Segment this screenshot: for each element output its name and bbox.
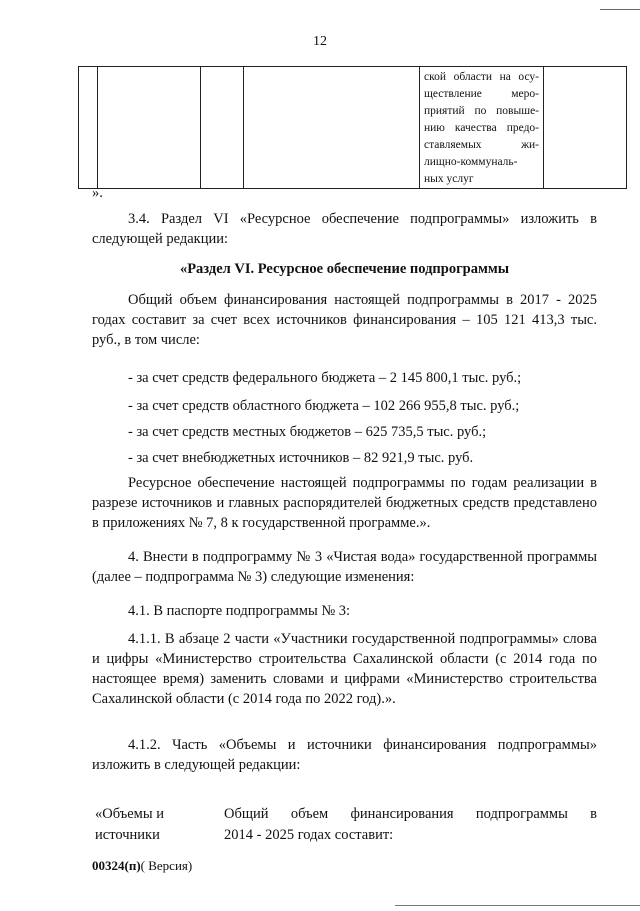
paragraph-4: 4. Внести в подпрограмму № 3 «Чистая вода» государственной программы (далее – подпрограмма № 3) следующие изменения: <box>92 549 597 585</box>
quote-close: ». <box>92 185 103 201</box>
continuation-table <box>78 66 627 189</box>
cell-line: ных услуг <box>424 173 474 185</box>
paragraph-resource-provision: Ресурсное обеспечение настоящей подпрограммы по годам реализации в разрезе источников и главных распорядителей бюджетных средств представлено в приложениях № 7, 8 к государственной программе.». <box>92 475 597 531</box>
passport-label-line: источники <box>95 827 160 843</box>
paragraph-4-1: 4.1. В паспорте подпрограммы № 3: <box>128 603 351 619</box>
paragraph-total-funding: Общий объем финансирования настоящей подпрограммы в 2017 - 2025 годах составит за счет всех источников финансирования – 105 121 413,3 тыс. руб., в том числе: <box>92 292 597 348</box>
bullet-regional: - за счет средств областного бюджета – 102 266 955,8 тыс. руб.; <box>128 398 520 414</box>
paragraph-4-1-2: 4.1.2. Часть «Объемы и источники финансирования подпрограммы» изложить в следующей редакции: <box>92 737 597 773</box>
table-cell-description <box>420 67 544 189</box>
cell-line: нию качества предо- <box>424 122 539 134</box>
table-cell-empty-3 <box>201 67 244 189</box>
table-cell-empty-1 <box>79 67 98 189</box>
scan-edge-line-bottom <box>395 905 640 906</box>
document-code-version: ( Версия) <box>140 858 193 873</box>
bullet-federal: - за счет средств федерального бюджета – 2 145 800,1 тыс. руб.; <box>128 370 522 386</box>
cell-line: ской области на осу- <box>424 71 539 83</box>
passport-label-line: «Объемы и <box>95 806 164 822</box>
cell-line: ществление меро- <box>424 88 539 100</box>
table-row <box>79 67 627 189</box>
table-cell-empty-2 <box>98 67 201 189</box>
passport-value-line: Общий объем финансирования подпрограммы в <box>224 806 597 822</box>
section-heading: «Раздел VI. Ресурсное обеспечение подпрограммы <box>179 261 510 277</box>
cell-line: приятий по повыше- <box>424 105 539 117</box>
paragraph-4-1-1: 4.1.1. В абзаце 2 части «Участники государственной подпрограммы» слова и цифры «Министерство строительства Сахалинской области (с 2014 года по настоящее время) заменить словами и цифрами «Министерство строительства Сахалинской области (с 2014 года по 2022 год).». <box>92 631 597 707</box>
bullet-local: - за счет средств местных бюджетов – 625 735,5 тыс. руб.; <box>128 424 487 440</box>
bullet-extrabudgetary: - за счет внебюджетных источников – 82 921,9 тыс. руб. <box>128 450 474 466</box>
table-cell-empty-6 <box>544 67 627 189</box>
paragraph-3-4: 3.4. Раздел VI «Ресурсное обеспечение подпрограммы» изложить в следующей редакции: <box>92 211 597 247</box>
document-code-number: 00324(п) <box>92 858 141 873</box>
cell-line: лищно-коммуналь- <box>424 156 518 168</box>
document-code <box>92 858 192 874</box>
passport-row-value <box>224 804 597 846</box>
scan-edge-line-top <box>600 9 640 10</box>
passport-value-line: 2014 - 2025 годах составит: <box>224 827 394 843</box>
cell-line: ставляемых жи- <box>424 139 539 151</box>
table-cell-empty-4 <box>244 67 420 189</box>
passport-row-label <box>95 804 205 846</box>
page-number: 12 <box>313 34 327 49</box>
